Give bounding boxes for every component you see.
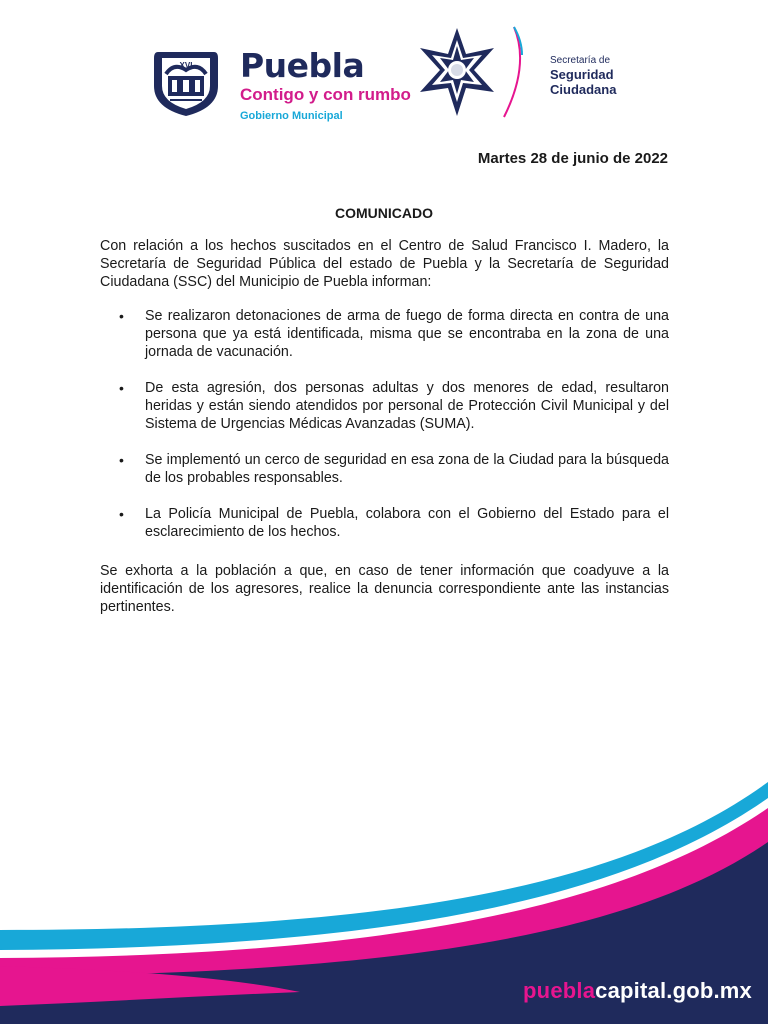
letterhead [0, 0, 768, 140]
bullet-list [100, 307, 669, 559]
secretariat-line2: Seguridad [550, 67, 614, 82]
bullet-item: • Se implementó un cerco de seguridad en esa zona de la Ciudad para la búsqueda de los probables responsables. [100, 451, 669, 487]
secretariat-logo-text [550, 55, 616, 97]
website-url[interactable] [523, 978, 752, 1004]
website-url-part1: puebla [523, 978, 596, 1003]
brand-block [240, 48, 411, 123]
brand-name: Puebla [240, 46, 365, 85]
bullet-item: • Se realizaron detonaciones de arma de fuego de forma directa en contra de una persona que ya está identificada, misma que se encontraba en la zona de una jornada de vacunación. [100, 307, 669, 361]
closing-paragraph: Se exhorta a la población a que, en caso de tener información que coadyuve a la identificación de los agresores, realice la denuncia correspondiente ante las instancias pertinentes. [100, 563, 669, 615]
intro-paragraph: Con relación a los hechos suscitados en el Centro de Salud Francisco I. Madero, la Secretaría de Seguridad Pública del estado de Puebla y la Secretaría de Seguridad Ciudadana (SSC) del Municipio de Puebla informan: [100, 238, 669, 290]
bullet-item: • De esta agresión, dos personas adultas y dos menores de edad, resultaron heridas y están siendo atendidos por personal de Protección Civil Municipal y del Sistema de Urgencias Médicas Avanzadas (SUMA). [100, 379, 669, 433]
puebla-crest-logo [150, 46, 222, 118]
footer-band [0, 780, 768, 1024]
brand-tagline: Contigo y con rumbo [240, 85, 411, 104]
document-title: COMUNICADO [335, 205, 433, 221]
secretariat-line3: Ciudadana [550, 82, 617, 97]
secretariat-line1: Secretaría de [550, 55, 611, 66]
document-date: Martes 28 de junio de 2022 [477, 150, 668, 167]
website-url-part2: capital.gob.mx [595, 978, 752, 1003]
bullet-item: • La Policía Municipal de Puebla, colabora con el Gobierno del Estado para el esclarecimiento de los hechos. [100, 505, 669, 541]
crest-text: XVI [179, 61, 193, 70]
police-star-badge-icon [414, 26, 500, 118]
decorative-arc-icon [500, 25, 530, 120]
brand-sub: Gobierno Municipal [240, 110, 343, 122]
